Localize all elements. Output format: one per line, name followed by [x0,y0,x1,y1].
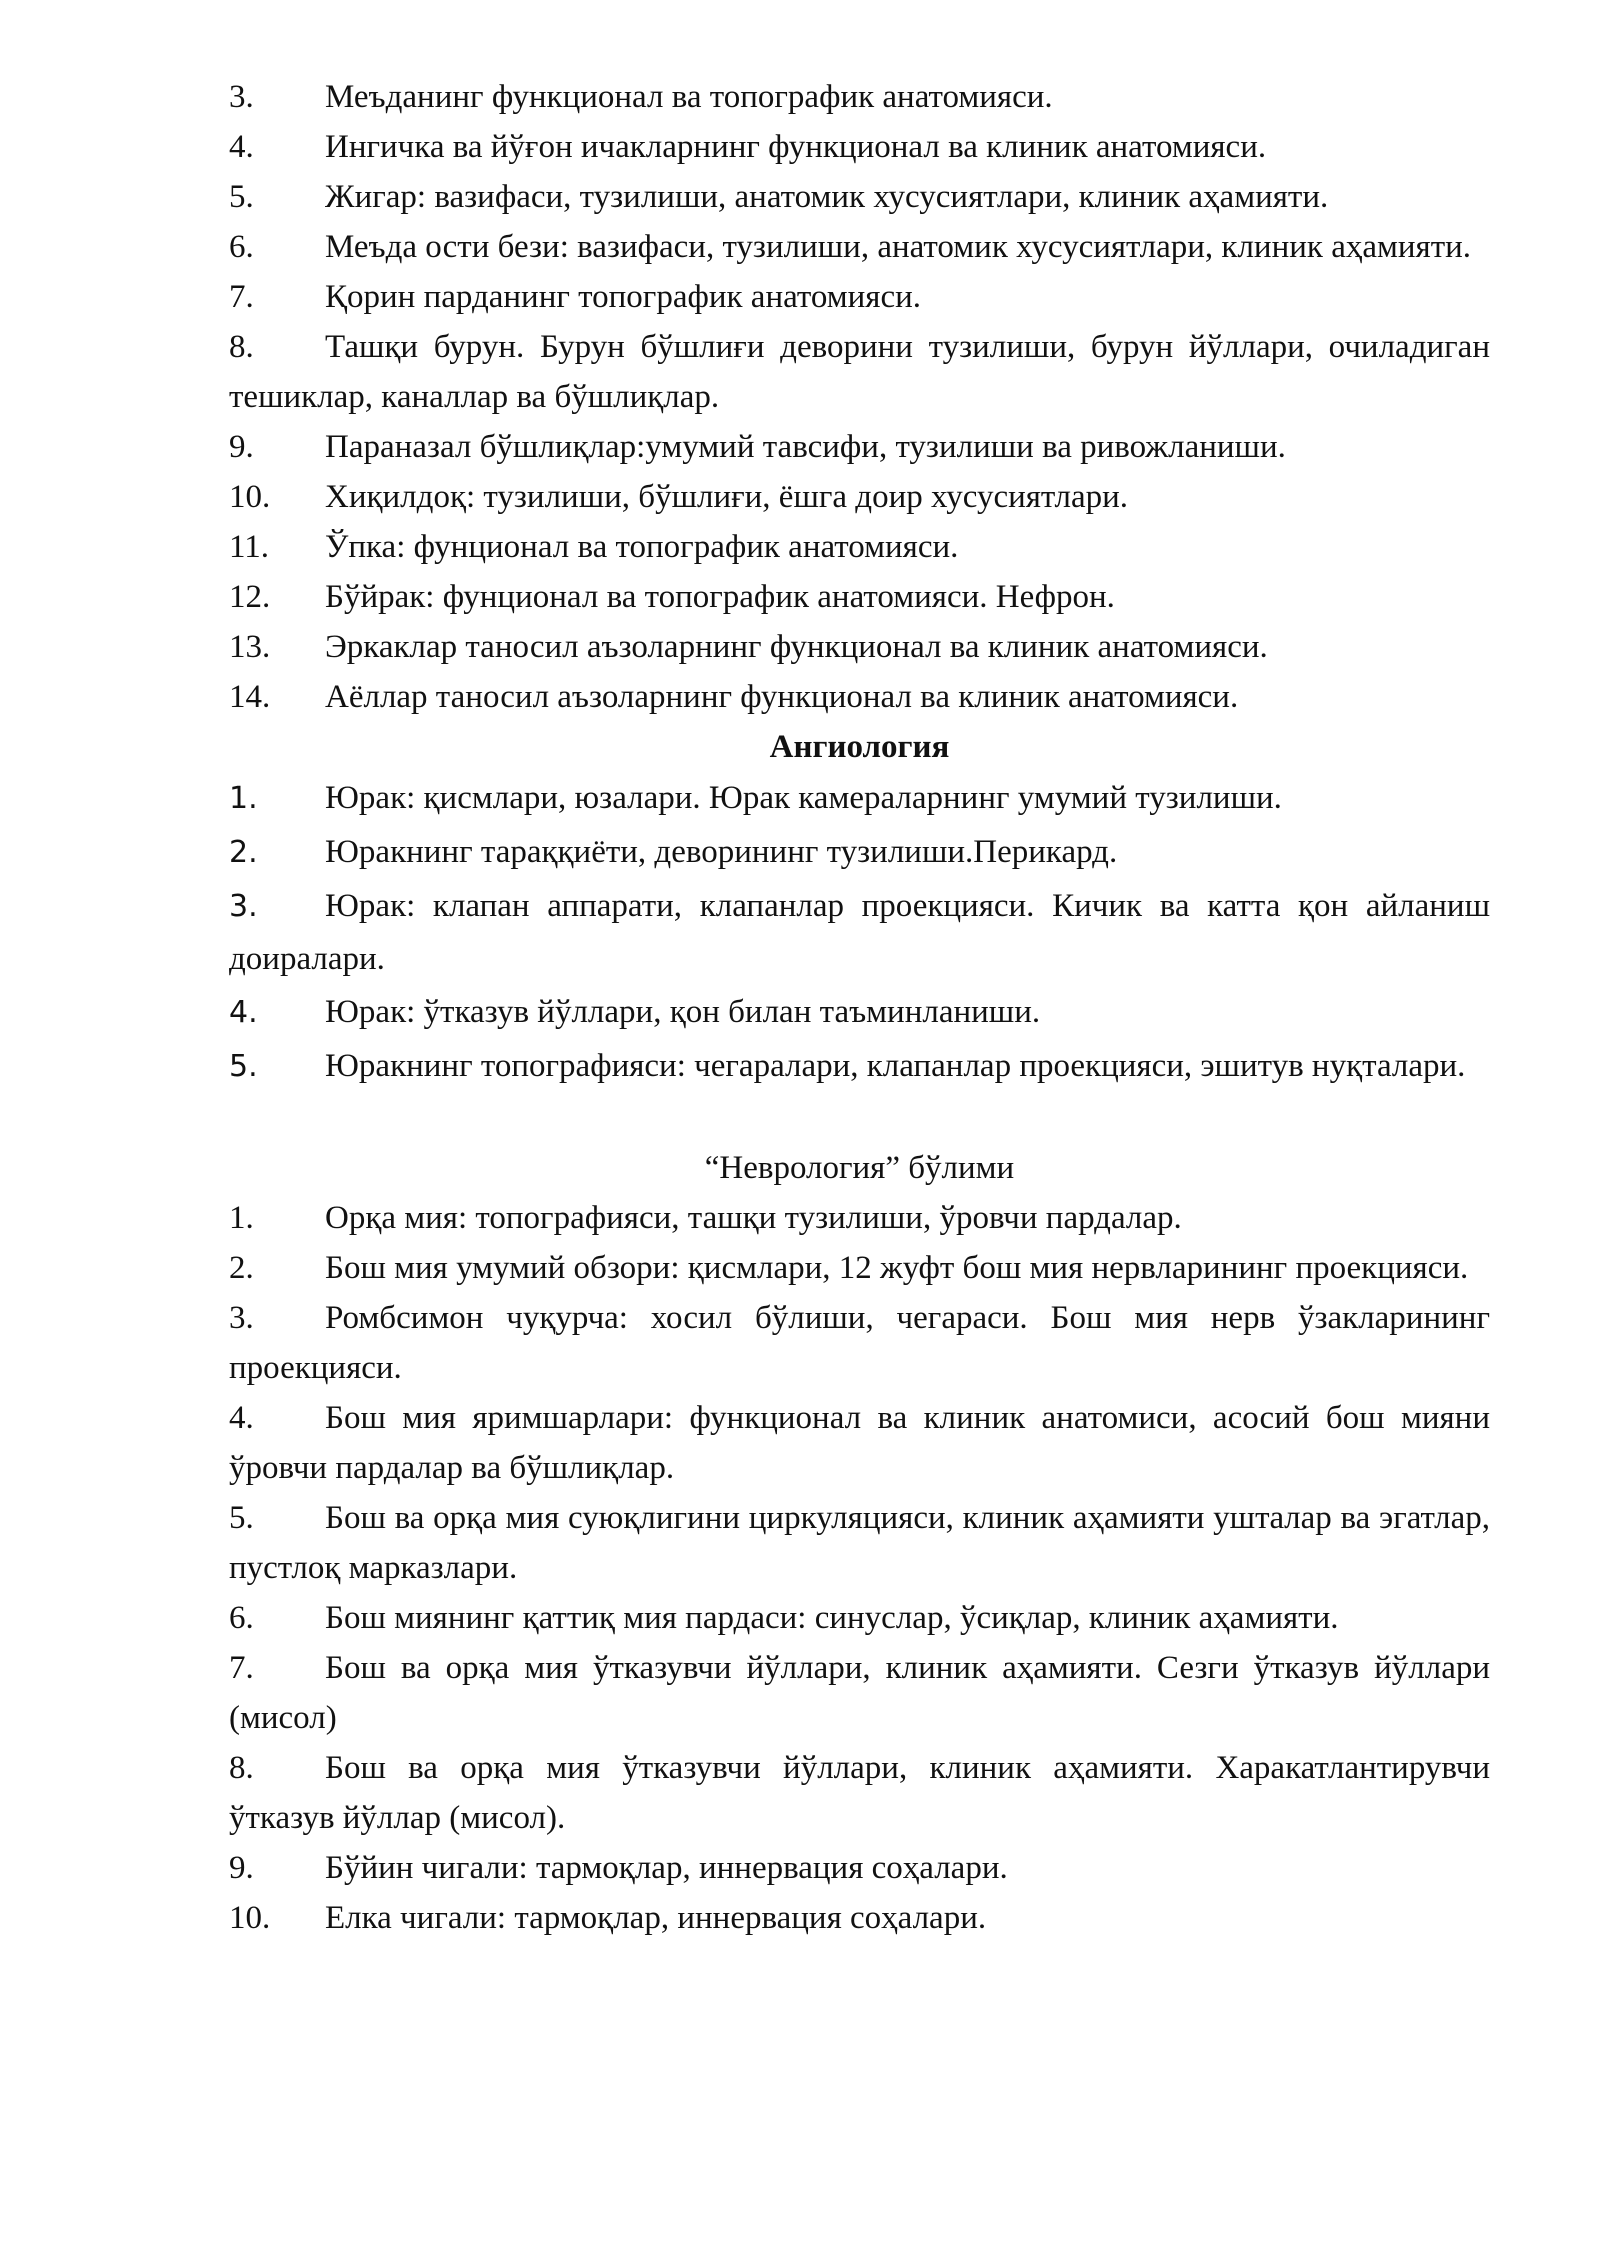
item-text: Елка чигали: тармоқлар, иннервация соҳалари. [325,1900,987,1936]
list-item [229,272,1490,322]
item-text: Бош миянинг қаттиқ мия пардаси: синуслар, ўсиқлар, клиник аҳамияти. [325,1600,1339,1636]
section-heading-neurology: “Неврология” бўлими [704,1150,1015,1186]
item-text: Меъда ости бези: вазифаси, тузилиши, анатомик хусусиятлари, клиник аҳамияти. [325,229,1472,265]
list-item [229,1743,1490,1843]
list-item [229,1843,1490,1893]
list-item [229,222,1490,272]
item-number: 1. [229,1200,254,1236]
item-text: Ингичка ва йўғон ичакларнинг функционал ва клиник анатомияси. [325,129,1267,165]
item-text: Қорин парданинг топографик анатомияси. [325,279,922,315]
item-number: 6. [229,1600,254,1636]
list-item [229,1040,1490,1093]
list-item [229,772,1490,825]
list-item [229,72,1490,122]
item-number: 8. [229,1750,254,1786]
item-number: 9. [229,429,254,465]
list-item [229,1893,1490,1943]
item-number: 11. [229,529,270,565]
item-number: 3. [229,889,258,924]
item-number: 10. [229,479,271,515]
item-number: 2. [229,1250,254,1286]
list-item [229,472,1490,522]
document-page [229,72,1490,1943]
angiology-list [229,772,1490,1093]
list-item [229,1193,1490,1243]
item-text: Эркаклар таносил аъзоларнинг функционал ва клиник анатомияси. [325,629,1268,665]
list-item [229,1643,1490,1743]
item-number: 12. [229,579,271,615]
item-text: Юрак: қисмлари, юзалари. Юрак камераларнинг умумий тузилиши. [325,780,1282,816]
list-item [229,1493,1490,1593]
item-text: Жигар: вазифаси, тузилиши, анатомик хусусиятлари, клиник аҳамияти. [325,179,1329,215]
item-number: 6. [229,229,254,265]
item-number: 10. [229,1900,271,1936]
item-text: Юрак: ўтказув йўллари, қон билан таъминланиши. [325,994,1041,1030]
item-text: Бош ва орқа мия ўтказувчи йўллари, клиник аҳамияти. Харакатлантирувчи ўтказув йўллар (мисол). [229,1750,1490,1836]
item-text: Меъданинг функционал ва топографик анатомияси. [325,79,1053,115]
item-number: 4. [229,995,258,1030]
item-number: 5. [229,1049,258,1084]
item-text: Ромбсимон чуқурча: хосил бўлиши, чегараси. Бош мия нерв ўзакларининг проекцияси. [229,1300,1490,1386]
item-number: 13. [229,629,271,665]
item-text: Хиқилдоқ: тузилиши, бўшлиғи, ёшга доир хусусиятлари. [325,479,1129,515]
list-item [229,1593,1490,1643]
item-number: 7. [229,279,254,315]
item-number: 5. [229,179,254,215]
list-item [229,1293,1490,1393]
item-number: 4. [229,1400,254,1436]
section-heading-angiology: Ангиология [769,729,950,765]
list-item [229,572,1490,622]
item-text: Ўпка: фунционал ва топографик анатомияси. [325,529,959,565]
list-item [229,172,1490,222]
item-text: Бўйрак: фунционал ва топографик анатомияси. Нефрон. [325,579,1115,615]
item-number: 5. [229,1500,254,1536]
item-text: Юракнинг топографияси: чегаралари, клапанлар проекцияси, эшитув нуқталари. [325,1048,1466,1084]
item-number: 8. [229,329,254,365]
list-item [229,986,1490,1039]
item-number: 3. [229,79,254,115]
item-number: 3. [229,1300,254,1336]
list-item [229,672,1490,722]
neurology-list [229,1193,1490,1943]
list-item [229,1393,1490,1493]
item-text: Бош мия умумий обзори: қисмлари, 12 жуфт бош мия нервларининг проекцияси. [325,1250,1469,1286]
list-item [229,1243,1490,1293]
item-text: Юрак: клапан аппарати, клапанлар проекцияси. Кичик ва катта қон айланиш доиралари. [229,888,1490,977]
list-item [229,522,1490,572]
item-text: Бош мия яримшарлари: функционал ва клиник анатомиси, асосий бош мияни ўровчи пардалар ва бўшлиқлар. [229,1400,1490,1486]
blank-line [229,1093,1490,1143]
anatomy-list [229,72,1490,722]
item-number: 7. [229,1650,254,1686]
list-item [229,422,1490,472]
item-text: Юракнинг тараққиёти, деворининг тузилиши.Перикард. [325,834,1118,870]
item-text: Аёллар таносил аъзоларнинг функционал ва клиник анатомияси. [325,679,1239,715]
item-number: 14. [229,679,271,715]
item-text: Параназал бўшлиқлар:умумий тавсифи, тузилиши ва ривожланиши. [325,429,1286,465]
item-number: 4. [229,129,254,165]
list-item [229,826,1490,879]
item-number: 9. [229,1850,254,1886]
item-text: Бўйин чигали: тармоқлар, иннервация соҳалари. [325,1850,1008,1886]
item-text: Ташқи бурун. Бурун бўшлиғи деворини тузилиши, бурун йўллари, очиладиган тешиклар, каналлар ва бўшлиқлар. [229,329,1490,415]
list-item [229,322,1490,422]
list-item [229,622,1490,672]
list-item [229,122,1490,172]
item-number: 1. [229,781,258,816]
item-text: Бош ва орқа мия ўтказувчи йўллари, клиник аҳамияти. Сезги ўтказув йўллари (мисол) [229,1650,1490,1736]
list-item [229,880,1490,985]
item-number: 2. [229,835,258,870]
item-text: Бош ва орқа мия суюқлигини циркуляцияси, клиник аҳамияти уштaлар ва эгатлар, пустлоқ марказлари. [229,1500,1490,1586]
item-text: Орқа мия: топографияси, ташқи тузилиши, ўровчи пардалар. [325,1200,1182,1236]
